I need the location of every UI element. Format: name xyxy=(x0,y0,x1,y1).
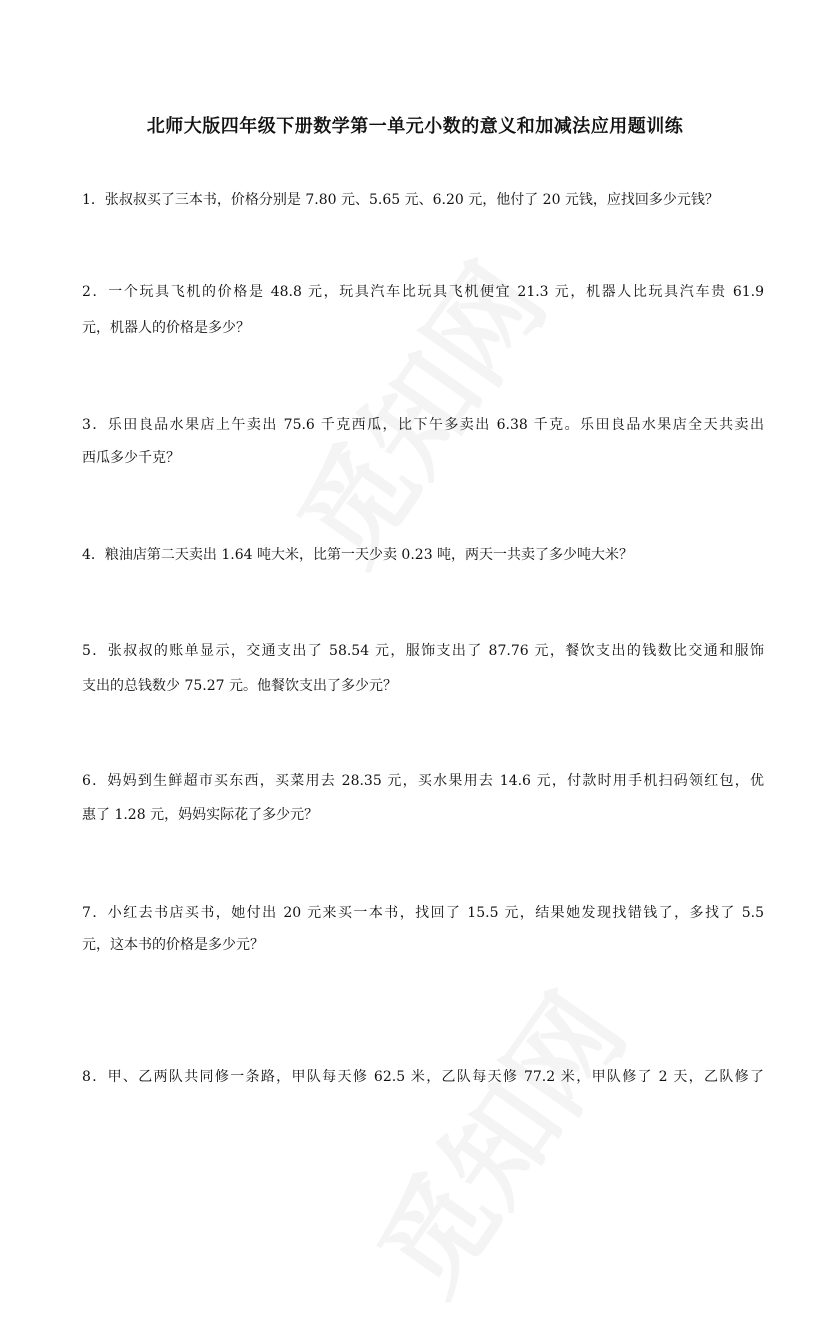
page-title: 北师大版四年级下册数学第一单元小数的意义和加减法应用题训练 xyxy=(146,116,684,137)
question-3-line-1: 3．乐田良品水果店上午卖出 75.6 千克西瓜，比下午多卖出 6.38 千克。乐田良品水果店全天共卖出 xyxy=(82,417,764,433)
question-6-line-1: 6．妈妈到生鲜超市买东西，买菜用去 28.35 元，买水果用去 14.6 元，付款时用手机扫码领红包，优 xyxy=(82,773,764,789)
question-2-line-2: 元，机器人的价格是多少？ xyxy=(82,320,250,336)
question-4-line-1: 4．粮油店第二天卖出 1.64 吨大米，比第一天少卖 0.23 吨，两天一共卖了多少吨大米？ xyxy=(82,547,634,563)
question-2-line-1: 2．一个玩具飞机的价格是 48.8 元，玩具汽车比玩具飞机便宜 21.3 元，机器人比玩具汽车贵 61.9 xyxy=(82,284,764,300)
question-7-line-2: 元，这本书的价格是多少元？ xyxy=(82,937,264,953)
watermark-bottom xyxy=(336,959,655,1319)
question-3-line-2: 西瓜多少千克？ xyxy=(82,450,180,466)
question-7-line-1: 7．小红去书店买书，她付出 20 元来买一本书，找回了 15.5 元，结果她发现找错钱了，多找了 5.5 xyxy=(82,905,764,921)
question-1-line-1: 1．张叔叔买了三本书，价格分别是 7.80 元、5.65 元、6.20 元，他付了 20 元钱，应找回多少元钱？ xyxy=(82,192,719,208)
question-8-line-1: 8．甲、乙两队共同修一条路，甲队每天修 62.5 米，乙队每天修 77.2 米，甲队修了 2 天，乙队修了 xyxy=(82,1069,764,1085)
question-5-line-1: 5．张叔叔的账单显示，交通支出了 58.54 元，服饰支出了 87.76 元，餐饮支出的钱数比交通和服饰 xyxy=(82,643,764,659)
question-6-line-2: 惠了 1.28 元，妈妈实际花了多少元？ xyxy=(82,807,319,823)
question-5-line-2: 支出的总钱数少 75.27 元。他餐饮支出了多少元？ xyxy=(82,678,397,694)
